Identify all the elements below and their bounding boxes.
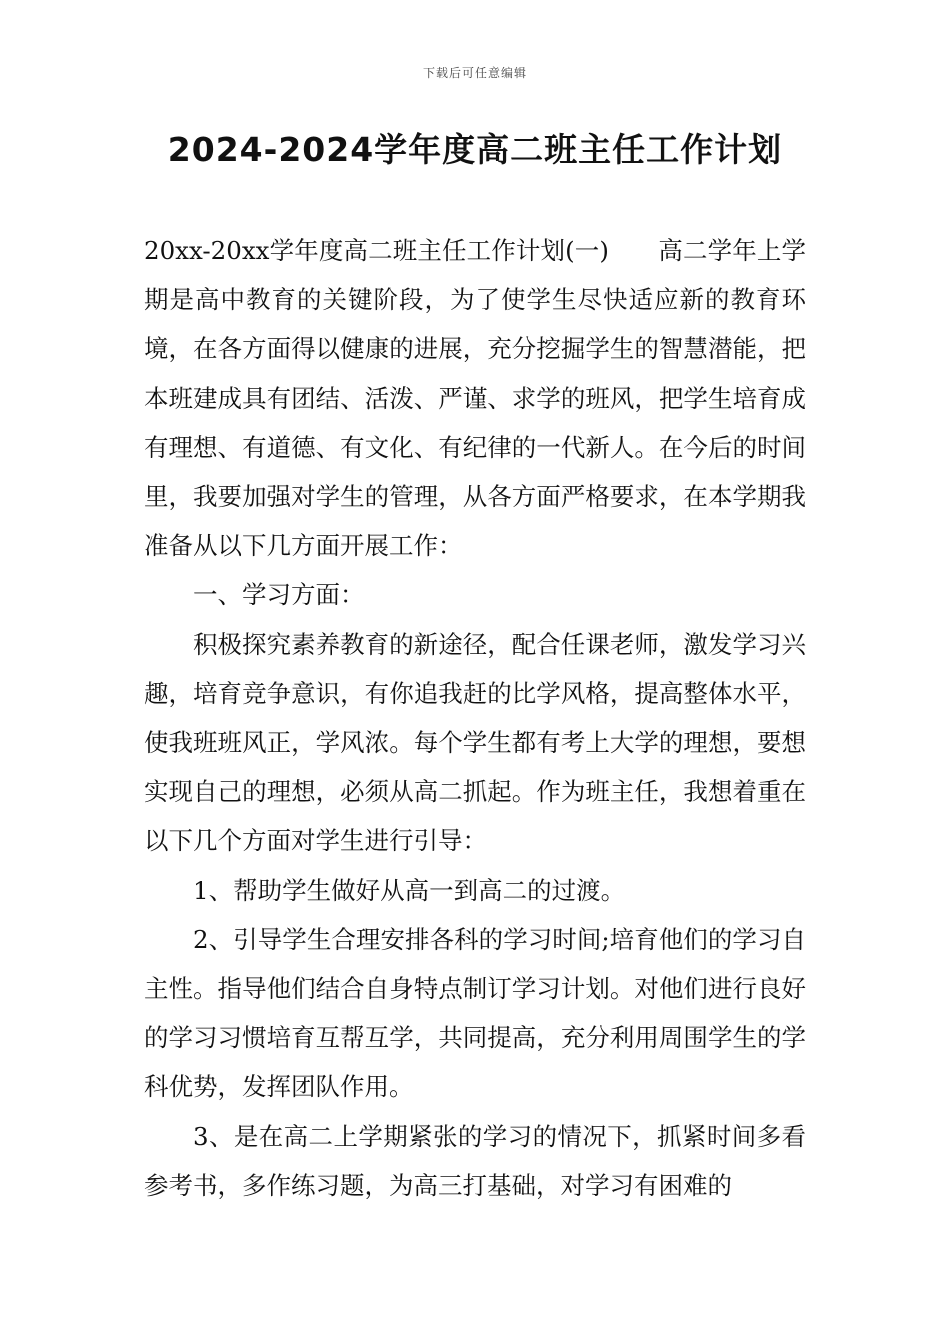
- document-body: [144, 226, 806, 1210]
- list-item-2: 2、引导学生合理安排各科的学习时间;培育他们的学习自主性。指导他们结合自身特点制订学习计划。对他们进行良好的学习习惯培育互帮互学，共同提高，充分利用周围学生的学科优势，发挥团队作用。: [144, 924, 806, 1102]
- list-item-3: 3、是在高二上学期紧张的学习的情况下，抓紧时间多看参考书，多作练习题，为高三打基础，对学习有困难的: [144, 1121, 806, 1200]
- intro-paragraph: 20xx-20xx学年度高二班主任工作计划(一) 高二学年上学期是高中教育的关键阶段，为了使学生尽快适应新的教育环境，在各方面得以健康的进展，充分挖掘学生的智慧潜能，把本班建成具有团结、活泼、严谨、求学的班风，把学生培育成有理想、有道德、有文化、有纪律的一代新人。在今后的时间里，我要加强对学生的管理，从各方面严格要求，在本学期我准备从以下几方面开展工作：: [144, 236, 806, 561]
- list-item-1: 1、帮助学生做好从高一到高二的过渡。: [193, 875, 626, 905]
- document-title: 2024-2024学年度高二班主任工作计划: [167, 130, 783, 169]
- study-paragraph: 积极探究素养教育的新途径，配合任课老师，激发学习兴趣，培育竞争意识，有你追我赶的比学风格，提高整体水平，使我班班风正，学风浓。每个学生都有考上大学的理想，要想实现自己的理想，必须从高二抓起。作为班主任，我想着重在以下几个方面对学生进行引导：: [144, 629, 806, 856]
- section-heading-study: 一、学习方面：: [193, 580, 365, 610]
- header-note: 下载后可任意编辑: [422, 66, 527, 80]
